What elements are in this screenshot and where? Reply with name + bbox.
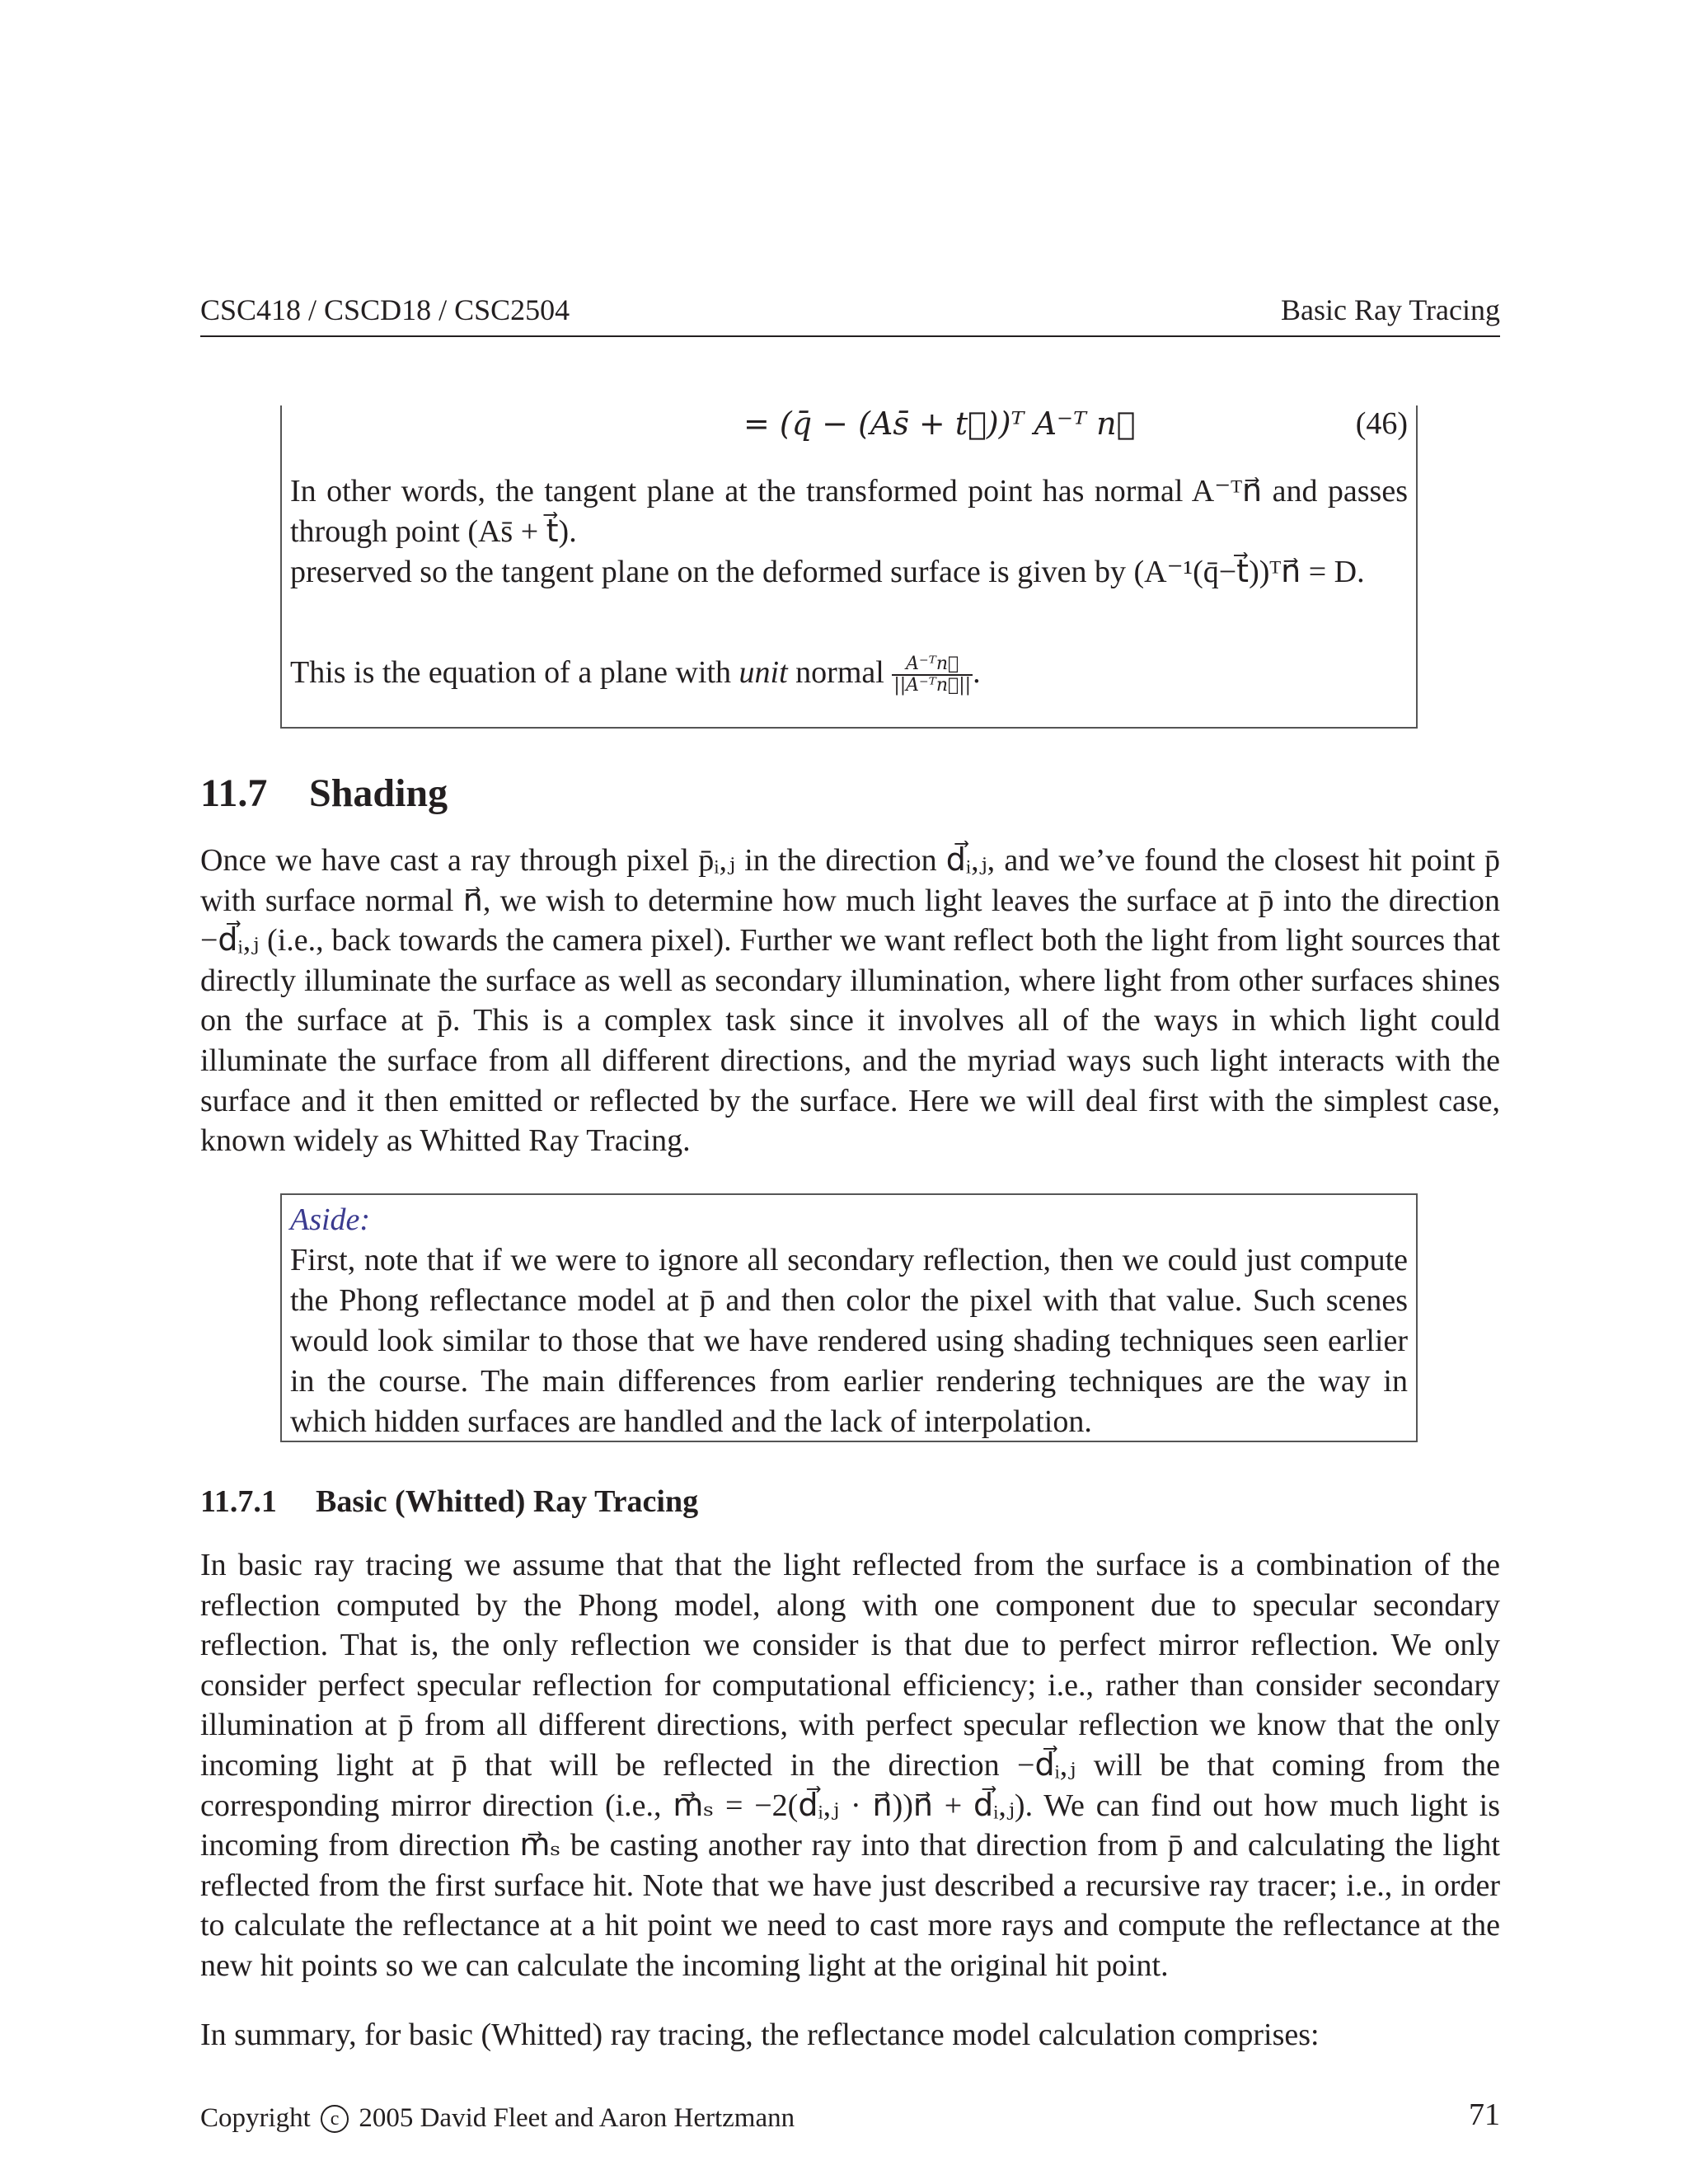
chapter-title: Basic Ray Tracing (1281, 293, 1500, 326)
copyright-prefix: Copyright (200, 2103, 311, 2133)
derivation-box (280, 405, 1418, 729)
box-text-tangent-plane: preserved so the tangent plane on the deformed surface is given by (A⁻¹(q̄−t⃗))ᵀn⃗ = D. (290, 555, 1365, 589)
section-title: Shading (309, 771, 448, 815)
subsection-heading (200, 1483, 698, 1520)
whitted-paragraph: In basic ray tracing we assume that that the light reflected from the surface is a combination of the reflection computed by the Phong model, along with one component due to specular secondary reflection. That is, the only reflection we consider is that due to perfect mirror reflection. We only consider perfect specular reflection for computational efficiency; i.e., rather than consider secondary illumination at p̄ from all different directions, with perfect specular reflection we know that the only incoming light at p̄ that will be reflected in the direction −d⃗ᵢ,ⱼ will be that coming from the corresponding mirror direction (i.e., m⃗ₛ = −2(d⃗ᵢ,ⱼ · n⃗))n⃗ + d⃗ᵢ,ⱼ). We can find out how much light is incoming from direction m⃗ₛ be casting another ray into that direction from p̄ and calculating the light reflected from the first surface hit. Note that we have just described a recursive ray tracer; i.e., in order to calculate the reflectance at a hit point we need to cast more rays and compute the reflectance at the new hit points so we can calculate the incoming light at the original hit point. (200, 1548, 1500, 1983)
fraction-numerator: A⁻ᵀn⃗ (892, 654, 973, 676)
equation-number: (46) (1355, 406, 1408, 441)
fraction-denominator: ||A⁻ᵀn⃗|| (893, 675, 972, 696)
subsection-title: Basic (Whitted) Ray Tracing (316, 1484, 699, 1519)
unit-normal-fraction (892, 654, 973, 696)
section-heading (200, 771, 448, 816)
course-code: CSC418 / CSCD18 / CSC2504 (200, 293, 570, 326)
copyright-line (200, 2103, 795, 2134)
unit-normal-end: . (973, 655, 981, 690)
page-footer (200, 2097, 1500, 2136)
equation-body: = (q̄ − (As̄ + t⃗))ᵀ A⁻ᵀ n⃗ (743, 405, 1136, 442)
unit-normal-suffix: normal (795, 655, 884, 690)
aside-content (290, 1200, 1408, 1442)
copyright-text: 2005 David Fleet and Aaron Hertzmann (359, 2103, 795, 2133)
page-number: 71 (1469, 2097, 1500, 2132)
subsection-number: 11.7.1 (200, 1484, 277, 1519)
aside-box (280, 1193, 1418, 1442)
equation-46 (282, 405, 1416, 455)
shading-paragraph: Once we have cast a ray through pixel p̄ᵢ,ⱼ in the direction d⃗ᵢ,ⱼ, and we’ve found the closest hit point p̄ with surface normal n⃗, we wish to determine how much light leaves the surface at p̄ into the direction −d⃗ᵢ,ⱼ (i.e., back towards the camera pixel). Further we want reflect both the light from light sources that directly illuminate the surface as well as secondary illumination, where light from other surfaces shines on the surface at p̄. This is a complex task since it involves all of the ways in which light could illuminate the surface from all different directions, and the myriad ways such light interacts with the surface and it then emitted or reflected by the surface. Here we will deal first with the simplest case, known widely as Whitted Ray Tracing. (200, 843, 1500, 1159)
page-header (200, 293, 1500, 337)
section-number: 11.7 (200, 771, 268, 815)
unit-emphasis: unit (738, 655, 788, 690)
unit-normal-prefix: This is the equation of a plane with (290, 655, 732, 690)
aside-label: Aside: (290, 1202, 371, 1237)
aside-text: First, note that if we were to ignore all secondary reflection, then we could just compute the Phong reflectance model at p̄ and then color the pixel with that value. Such scenes would look similar to those that we have rendered using shading techniques seen earlier in the course. The main differences from earlier rendering techniques are the way in which hidden surfaces are handled and the lack of interpolation. (290, 1243, 1408, 1439)
summary-paragraph: In summary, for basic (Whitted) ray tracing, the reflectance model calculation comprises: (200, 2018, 1320, 2052)
box-text-unit-normal (290, 653, 1408, 696)
box-text-normal: In other words, the tangent plane at the transformed point has normal A⁻ᵀn⃗ and passes through point (As̄ + t⃗). (290, 474, 1408, 549)
copyright-icon: c (321, 2105, 349, 2133)
